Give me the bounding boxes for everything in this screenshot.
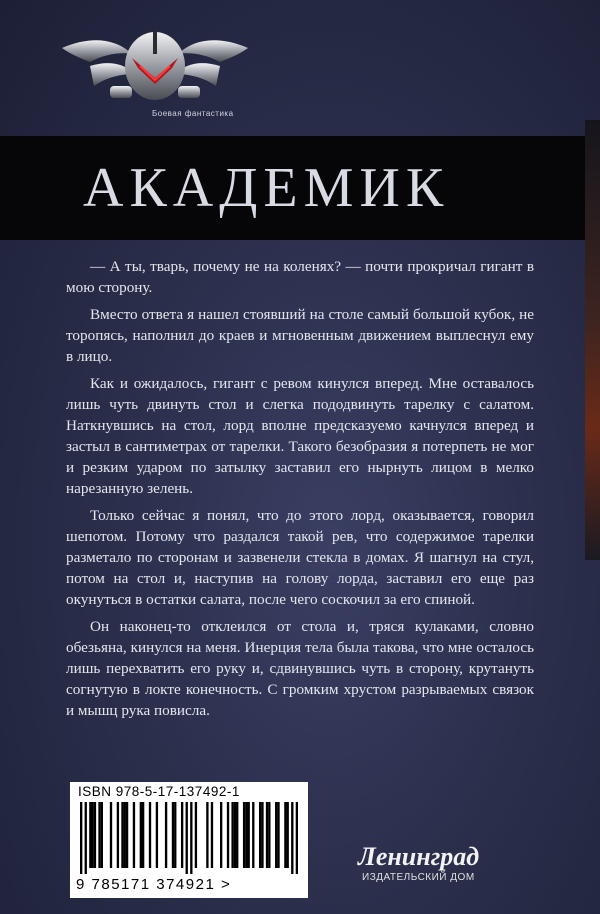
barcode-bar	[190, 802, 192, 874]
barcode-bar	[101, 802, 103, 868]
barcode-bar	[220, 802, 222, 868]
barcode-bar	[245, 802, 247, 868]
barcode-bar	[186, 802, 188, 874]
barcode-bar	[248, 802, 250, 868]
series-caption: Боевая фантастика	[152, 109, 234, 118]
barcode-box	[70, 782, 308, 898]
barcode-bar	[140, 802, 142, 868]
barcode-bar	[85, 802, 87, 874]
publisher-logo	[358, 842, 508, 890]
book-title: АКАДЕМИК	[83, 157, 450, 219]
barcode-bar	[206, 802, 208, 868]
excerpt-paragraph: Он наконец-то отклеился от стола и, тряся кулаками, словно обезьяна, кинулся на меня. Инерция тела была такова, что мне осталось лишь перехватить его руку и, сдвинувшись чуть в сторону, крутануть согнутую в локте конечность. С громким хрустом разрываемых связок и мышц рука повисла.	[66, 618, 534, 719]
barcode-bar	[275, 802, 277, 868]
barcode-bar	[296, 802, 298, 874]
barcode-bar	[165, 802, 167, 868]
barcode-bar	[181, 802, 183, 868]
series-logo	[60, 8, 250, 120]
barcode-bar	[277, 802, 279, 868]
barcode-bar	[261, 802, 263, 868]
excerpt-paragraph: Только сейчас я понял, что до этого лорд, оказывается, говорил шепотом. Потому что раздался такой рев, что содержимое тарелки разметало по сторонам и зазвенели стекла в домах. Я шагнул на стул, потом на стол и, наступив на голову лорда, заставил его еще раз окунуться в остатки салата, после чего соскочил за его спиной.	[66, 507, 534, 608]
barcode-bar	[94, 802, 96, 868]
barcode-bar	[231, 802, 233, 868]
barcode-bar	[284, 802, 286, 868]
barcode-bar	[89, 802, 91, 868]
winged-mask-emblem-icon	[60, 8, 250, 120]
publisher-name: Ленинград	[358, 842, 480, 871]
barcode-bar	[91, 802, 93, 868]
excerpt-paragraph: Как и ожидалось, гигант с ревом кинулся вперед. Мне оставалось лишь чуть двинуть стол и слегка пододвинуть тарелку с салатом. Наткнувшись на стол, лорд вполне предсказуемо качнулся вперед и застыл в сантиметрах от тарелки. Такого безобразия я потерпеть не мог и резким ударом по затылку заставил его нырнуть лицом в мелко нарезанную зелень.	[66, 375, 534, 497]
barcode-bar	[259, 802, 261, 868]
excerpt-text	[66, 256, 534, 727]
barcode-bar	[126, 802, 128, 868]
barcode-bar	[124, 802, 126, 868]
barcode-bar	[174, 802, 176, 868]
isbn-number: ISBN 978-5-17-137492-1	[78, 784, 240, 799]
barcode-bar	[268, 802, 270, 868]
barcode-bar	[149, 802, 151, 868]
barcode-bar	[266, 802, 268, 868]
publisher-subtitle: ИЗДАТЕЛЬСКИЙ ДОМ	[362, 872, 475, 883]
barcode-bars	[80, 802, 298, 874]
barcode-bar	[234, 802, 236, 868]
barcode-bar	[243, 802, 245, 868]
barcode-bar	[211, 802, 213, 868]
barcode-bar	[252, 802, 254, 868]
barcode-bar	[156, 802, 158, 868]
barcode-bar	[110, 802, 112, 868]
barcode-bar	[117, 802, 119, 868]
cover-spine-edge	[585, 120, 600, 560]
barcode-bar	[227, 802, 229, 868]
excerpt-paragraph: — А ты, тварь, почему не на коленях? — почти прокричал гигант в мою сторону.	[66, 258, 534, 296]
barcode-bar	[236, 802, 238, 868]
barcode-bar	[195, 802, 197, 868]
barcode-bar	[80, 802, 82, 874]
barcode-bar	[291, 802, 293, 874]
barcode-bar	[287, 802, 289, 868]
barcode-bar	[98, 802, 100, 868]
barcode-bar	[142, 802, 144, 868]
barcode-bar	[121, 802, 123, 868]
barcode-digits: 9 785171 374921 >	[76, 876, 232, 893]
barcode-bar	[172, 802, 174, 868]
excerpt-paragraph: Вместо ответа я нашел стоявший на столе самый большой кубок, не торопясь, наполнил до краев и мгновенным движением выплеснул ему в лицо.	[66, 306, 534, 365]
title-band	[0, 136, 585, 240]
barcode-bar	[133, 802, 135, 868]
